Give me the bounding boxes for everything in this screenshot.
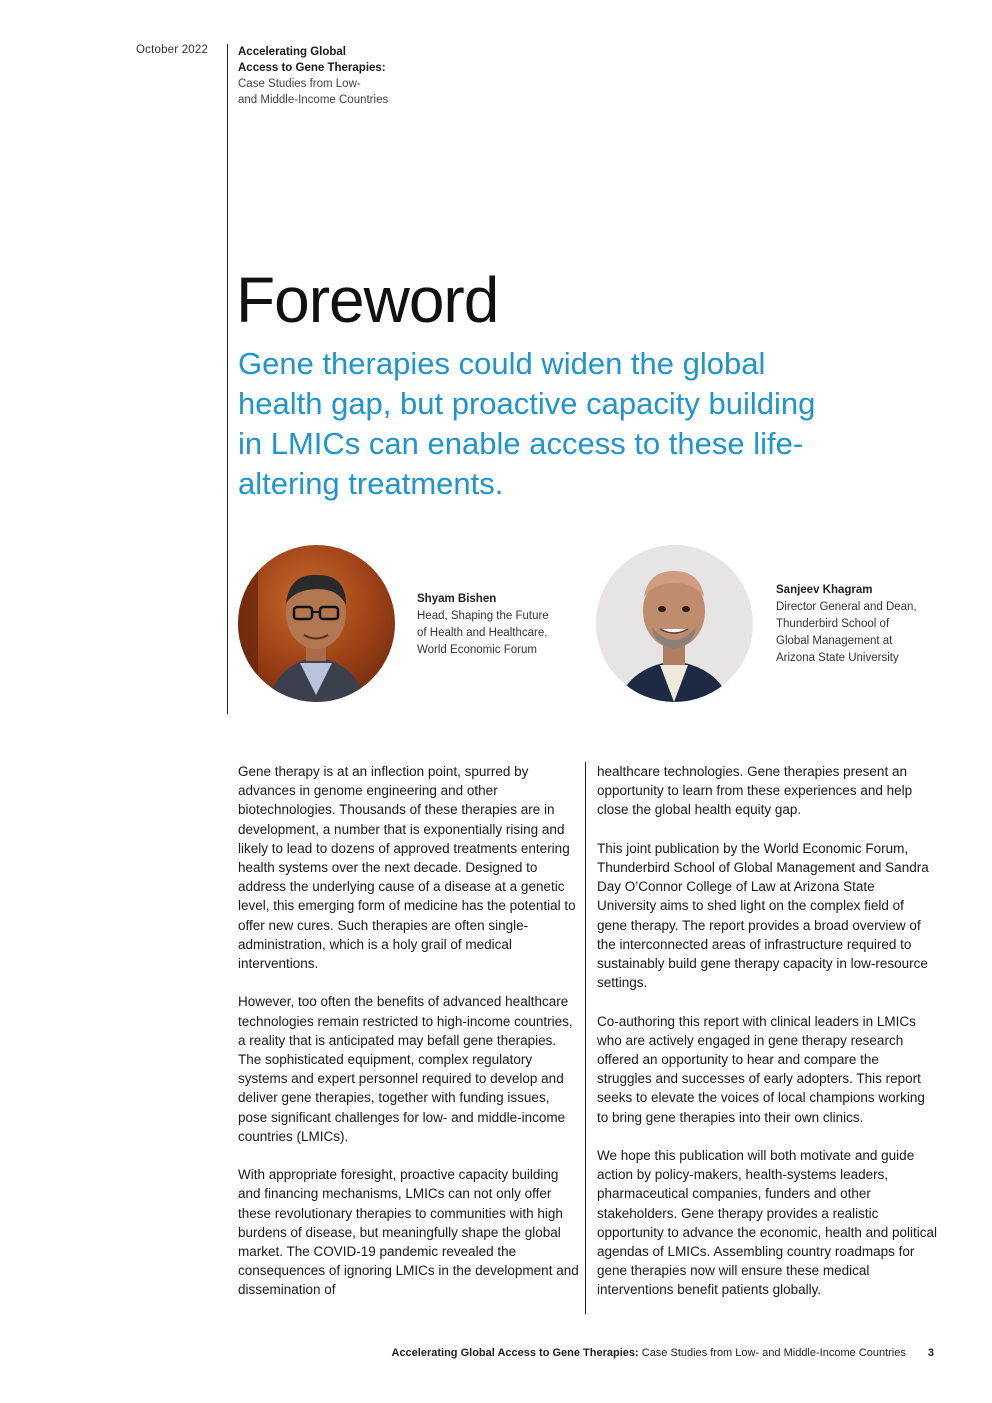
page-number: 3 <box>927 1347 934 1359</box>
footer-title-rest: Case Studies from Low- and Middle-Income Countries <box>638 1347 906 1359</box>
author-name: Shyam Bishen <box>417 593 497 605</box>
body-paragraph: healthcare technologies. Gene therapies present an opportunity to learn from these experiences and help close the global health equity gap. <box>597 764 913 818</box>
page-title: Foreword <box>236 264 499 336</box>
header-title-line: Access to Gene Therapies: <box>238 62 386 74</box>
body-paragraph: However, too often the benefits of advanced healthcare technologies remain restricted to high-income countries, a reality that is anticipated may befall gene therapies. The sophisticated equipment, complex regulatory systems and expert personnel required to develop and deliver gene therapies, together with funding issues, pose significant challenges for low- and middle-income countries (LMICs). <box>238 994 573 1144</box>
header-title-line: and Middle-Income Countries <box>238 94 389 106</box>
body-paragraph: With appropriate foresight, proactive capacity building and financing mechanisms, LMICs can not only offer these revolutionary therapies to communities with high burdens of disease, but meaningfully shape the global market. The COVID-19 pandemic revealed the consequences of ignoring LMICs in the development and dissemination of <box>238 1167 579 1298</box>
body-paragraph: We hope this publication will both motivate and guide action by policy-makers, health-systems leaders, pharmaceutical companies, funders and other stakeholders. Gene therapy provides a realistic opportunity to advance the economic, health and political agendas of LMICs. Assembling country roadmaps for gene therapies now will ensure these medical interventions benefit patients globally. <box>597 1148 937 1298</box>
author-role-line: Head, Shaping the Future <box>417 610 549 622</box>
body-column-left <box>238 762 580 1319</box>
header-divider <box>227 44 228 714</box>
column-divider <box>585 762 586 1314</box>
body-paragraph: Gene therapy is at an inflection point, spurred by advances in genome engineering and other biotechnologies. Thousands of these therapies are in development, a number that is exponentially rising and likely to lead to dozens of approved treatments entering health systems over the next decade. Designed to address the underlying cause of a disease at a genetic level, this emerging form of medicine has the potential to offer new cures. Such therapies are often single-administration, which is a holy grail of medical interventions. <box>238 764 576 972</box>
author-role-line: of Health and Healthcare, <box>417 627 548 639</box>
author-role-line: Global Management at <box>776 635 893 647</box>
author-role-line: Arizona State University <box>776 652 899 664</box>
author-role-line: Thunderbird School of <box>776 618 890 630</box>
author-role-line: World Economic Forum <box>417 644 537 656</box>
body-paragraph: This joint publication by the World Economic Forum, Thunderbird School of Global Management and Sandra Day O’Connor College of Law at Arizona State University aims to shed light on the complex field of gene therapy. The report provides a broad overview of the interconnected areas of infrastructure required to sustainably build gene therapy capacity in low-resource settings. <box>597 840 929 991</box>
body-paragraph: Co-authoring this report with clinical leaders in LMICs who are actively engaged in gene therapy research offered an opportunity to hear and compare the struggles and successes of early adopters. This report seeks to elevate the voices of local champions working to bring gene therapies into their own clinics. <box>597 1013 925 1125</box>
author-name: Sanjeev Khagram <box>776 584 873 596</box>
author-portrait-shyam-bishen <box>238 545 395 702</box>
author-role-line: Director General and Dean, <box>776 601 917 613</box>
header-report-title <box>238 44 388 108</box>
header-title-line: Case Studies from Low- <box>238 78 361 90</box>
header-title-line: Accelerating Global <box>238 46 347 58</box>
body-column-right <box>597 762 937 1319</box>
header-date: October 2022 <box>136 44 209 56</box>
page-subtitle: Gene therapies could widen the global health gap, but proactive capacity building in LMICs can enable access to these life-altering treatments. <box>238 346 816 501</box>
author-portrait-sanjeev-khagram <box>596 545 753 702</box>
footer-title-bold: Accelerating Global Access to Gene Therapies: <box>391 1347 639 1359</box>
author-credit-shyam-bishen <box>417 591 549 659</box>
page-footer <box>392 1347 935 1359</box>
author-credit-sanjeev-khagram <box>776 582 917 667</box>
